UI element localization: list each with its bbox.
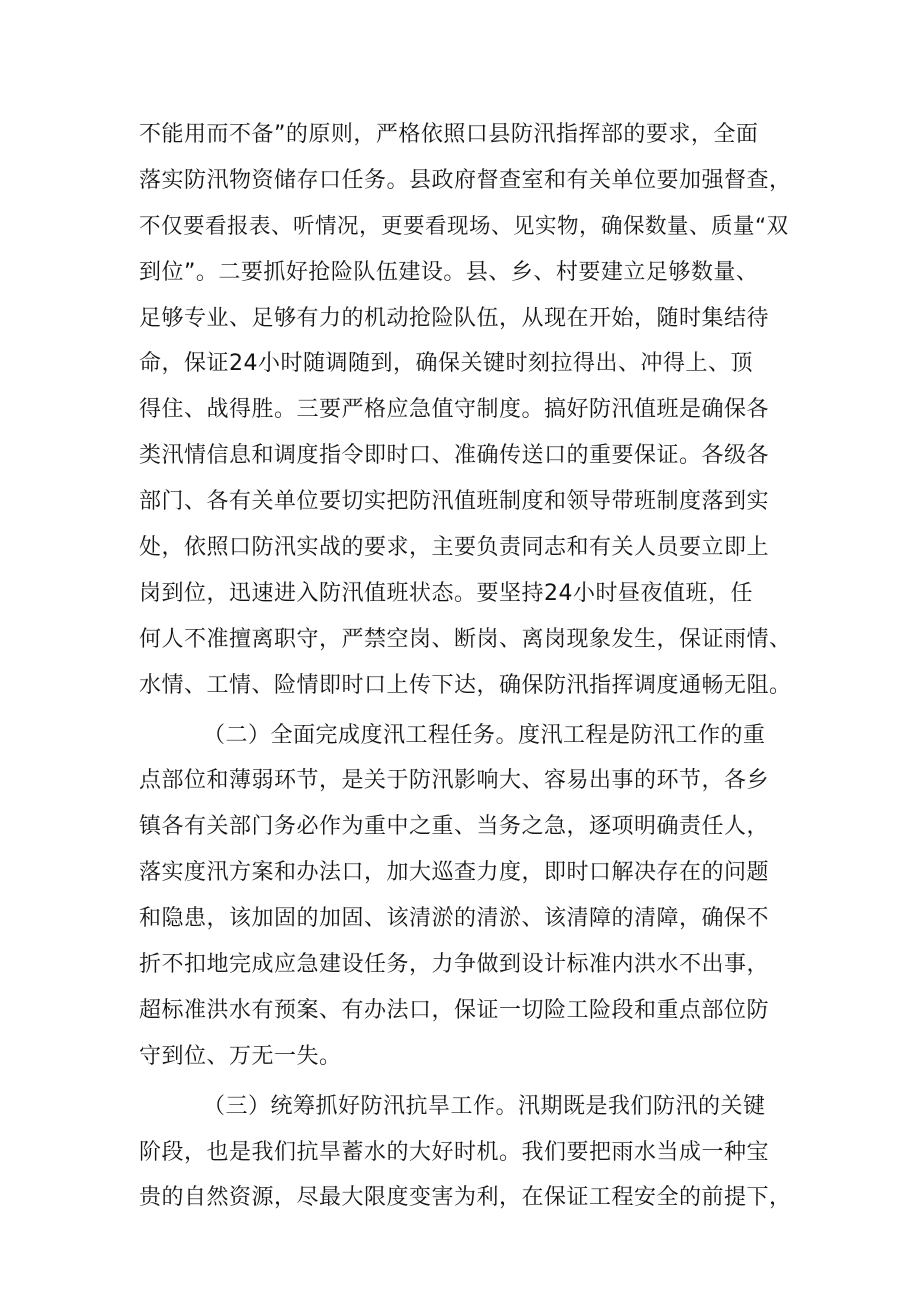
paragraph-1-line-8: 类汛情信息和调度指令即时口、准确传送口的重要保证。各级各 [139, 443, 770, 469]
paragraph-1-line-11: 岗到位，迅速进入防汛值班状态。要坚持24小时昼夜值班，任 [139, 580, 753, 606]
paragraph-1-line-13: 水情、工情、险情即时口上传下达，确保防汛指挥调度通畅无阻。 [139, 672, 792, 698]
document-body [139, 112, 799, 1221]
paragraph-2-line-1: （二）全面完成度汛工程任务。度汛工程是防汛工作的重 [203, 722, 766, 748]
paragraph-2-line-6: 折不扣地完成应急建设任务，力争做到设计标准内洪水不出事， [139, 952, 770, 978]
paragraph-2-line-5: 和隐患，该加固的加固、该清淤的清淤、该清障的清障，确保不 [139, 906, 770, 932]
paragraph-1-line-7: 得住、战得胜。三要严格应急值守制度。搞好防汛值班是确保各 [139, 397, 770, 423]
paragraph-3-line-2: 阶段，也是我们抗旱蓄水的大好时机。我们要把雨水当成一种宝 [139, 1139, 770, 1165]
paragraph-1-line-1: 不能用而不备”的原则，严格依照口县防汛指挥部的要求，全面 [139, 122, 759, 147]
paragraph-2-line-4: 落实度汛方案和办法口，加大巡查力度，即时口解决存在的问题 [139, 860, 770, 886]
paragraph-1-line-6: 命，保证24小时随调随到，确保关键时刻拉得出、冲得上、顶 [139, 351, 753, 377]
paragraph-1-line-9: 部门、各有关单位要切实把防汛值班制度和领导带班制度落到实 [139, 489, 770, 515]
paragraph-1-line-10: 处，依照口防汛实战的要求，主要负责同志和有关人员要立即上 [139, 535, 770, 561]
paragraph-1-line-3: 不仅要看报表、听情况，更要看现场、见实物，确保数量、质量“双 [139, 213, 789, 239]
paragraph-1-line-5: 足够专业、足够有力的机动抢险队伍，从现在开始，随时集结待 [139, 305, 770, 331]
paragraph-1-line-2: 落实防汛物资储存口任务。县政府督查室和有关单位要加强督查， [139, 167, 792, 193]
paragraph-2-line-3: 镇各有关部门务必作为重中之重、当务之急，逐项明确责任人， [139, 814, 770, 840]
paragraph-2-line-2: 点部位和薄弱环节，是关于防汛影响大、容易出事的环节，各乡 [139, 768, 770, 794]
paragraph-2-line-8: 守到位、万无一失。 [139, 1043, 342, 1069]
paragraph-1-line-4: 到位”。二要抓好抢险队伍建设。县、乡、村要建立足够数量、 [139, 259, 759, 285]
paragraph-3-line-3: 贵的自然资源，尽最大限度变害为利，在保证工程安全的前提下， [139, 1185, 792, 1211]
paragraph-2-line-7: 超标准洪水有预案、有办法口，保证一切险工险段和重点部位防 [139, 997, 770, 1023]
paragraph-3-line-1: （三）统筹抓好防汛抗旱工作。汛期既是我们防汛的关键 [203, 1093, 766, 1119]
paragraph-1-line-12: 何人不准擅离职守，严禁空岗、断岗、离岗现象发生，保证雨情、 [139, 626, 792, 652]
